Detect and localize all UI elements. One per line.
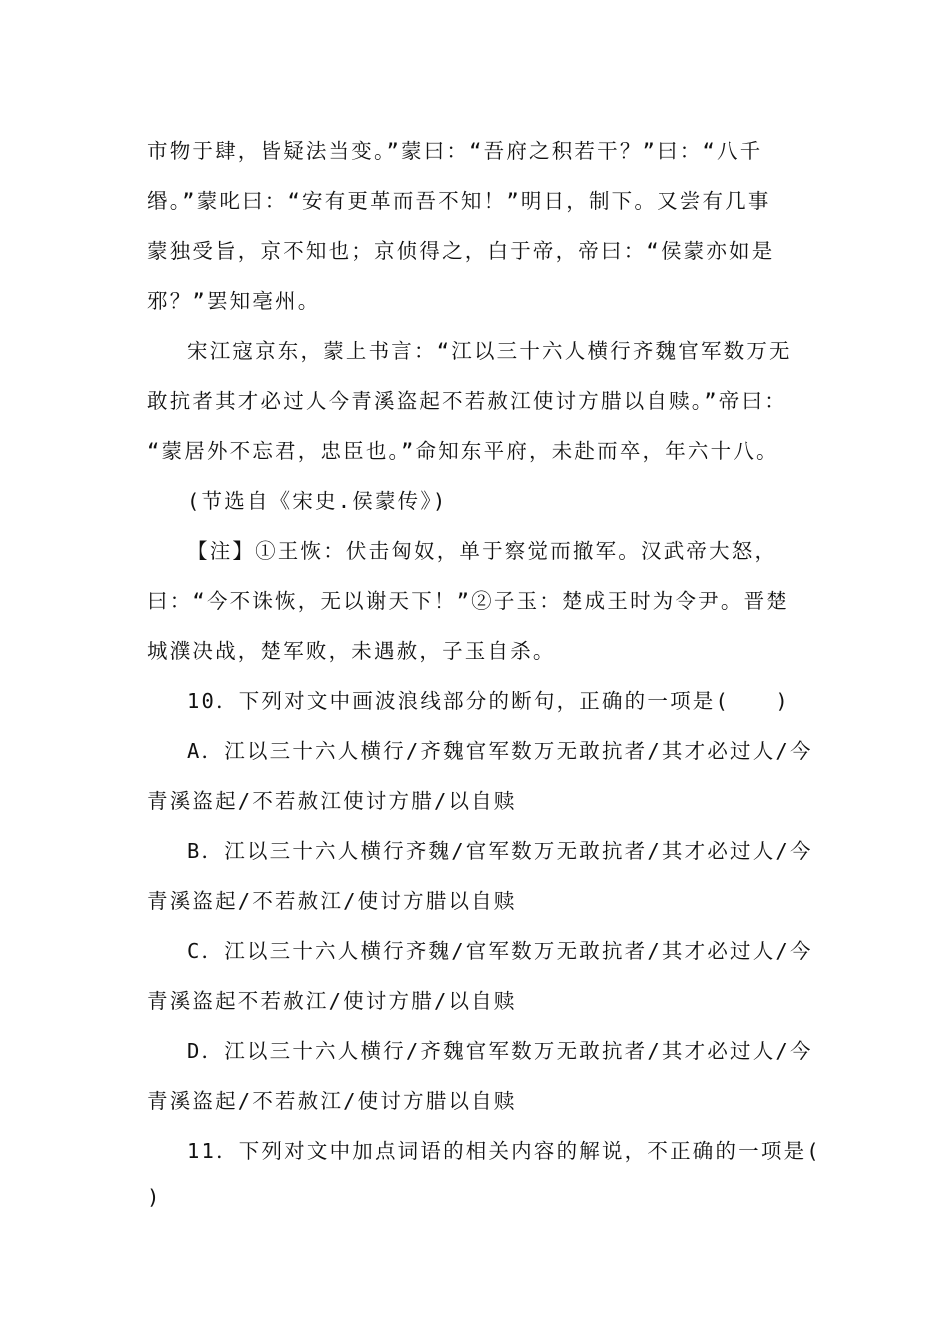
option-d-line: 青溪盗起/不若赦江/使讨方腊以自赎 xyxy=(147,1089,517,1113)
passage-line: 市物于肆，皆疑法当变。”蒙曰：“吾府之积若干？”曰：“八千 xyxy=(147,139,763,163)
option-d-line: D．江以三十六人横行/齐魏官军数万无敢抗者/其才必过人/今 xyxy=(187,1039,813,1063)
note-line: 【注】①王恢：伏击匈奴，单于察觉而撤军。汉武帝大怒， xyxy=(187,539,778,563)
option-c-line: C．江以三十六人横行齐魏/官军数万无敢抗者/其才必过人/今 xyxy=(187,939,813,963)
question-11-stem: ) xyxy=(147,1185,162,1209)
option-b-line: 青溪盗起/不若赦江/使讨方腊以自赎 xyxy=(147,889,517,913)
passage-line: 蒙独受旨，京不知也；京侦得之，白于帝，帝曰：“侯蒙亦如是 xyxy=(147,239,775,263)
passage-line: 敢抗者其才必过人今青溪盗起不若赦江使讨方腊以自赎。”帝曰： xyxy=(147,389,787,413)
passage-line: “蒙居外不忘君，忠臣也。”命知东平府，未赴而卒，年六十八。 xyxy=(147,439,779,463)
passage-line: 宋江寇京东，蒙上书言：“江以三十六人横行齐魏官军数万无 xyxy=(187,339,792,363)
passage-line: 缗。”蒙叱曰：“安有更革而吾不知！”明日，制下。又尝有几事 xyxy=(147,189,771,213)
note-line: 曰：“今不诛恢，无以谢天下！”②子玉：楚成王时为令尹。晋楚 xyxy=(147,589,789,613)
option-a-line: A．江以三十六人横行/齐魏官军数万无敢抗者/其才必过人/今 xyxy=(187,739,813,763)
option-a-line: 青溪盗起/不若赦江使讨方腊/以自赎 xyxy=(147,789,517,813)
option-b-line: B．江以三十六人横行齐魏/官军数万无敢抗者/其才必过人/今 xyxy=(187,839,813,863)
note-line: 城濮决战，楚军败，未遇赦，子玉自杀。 xyxy=(147,639,556,663)
question-11-stem: 11．下列对文中加点词语的相关内容的解说，不正确的一项是( xyxy=(187,1139,821,1163)
question-10-stem: 10．下列对文中画波浪线部分的断句，正确的一项是( ) xyxy=(187,689,790,713)
passage-line: 邪？”罢知亳州。 xyxy=(147,289,321,313)
option-c-line: 青溪盗起不若赦江/使讨方腊/以自赎 xyxy=(147,989,517,1013)
source-citation: (节选自《宋史.侯蒙传》) xyxy=(187,489,448,513)
